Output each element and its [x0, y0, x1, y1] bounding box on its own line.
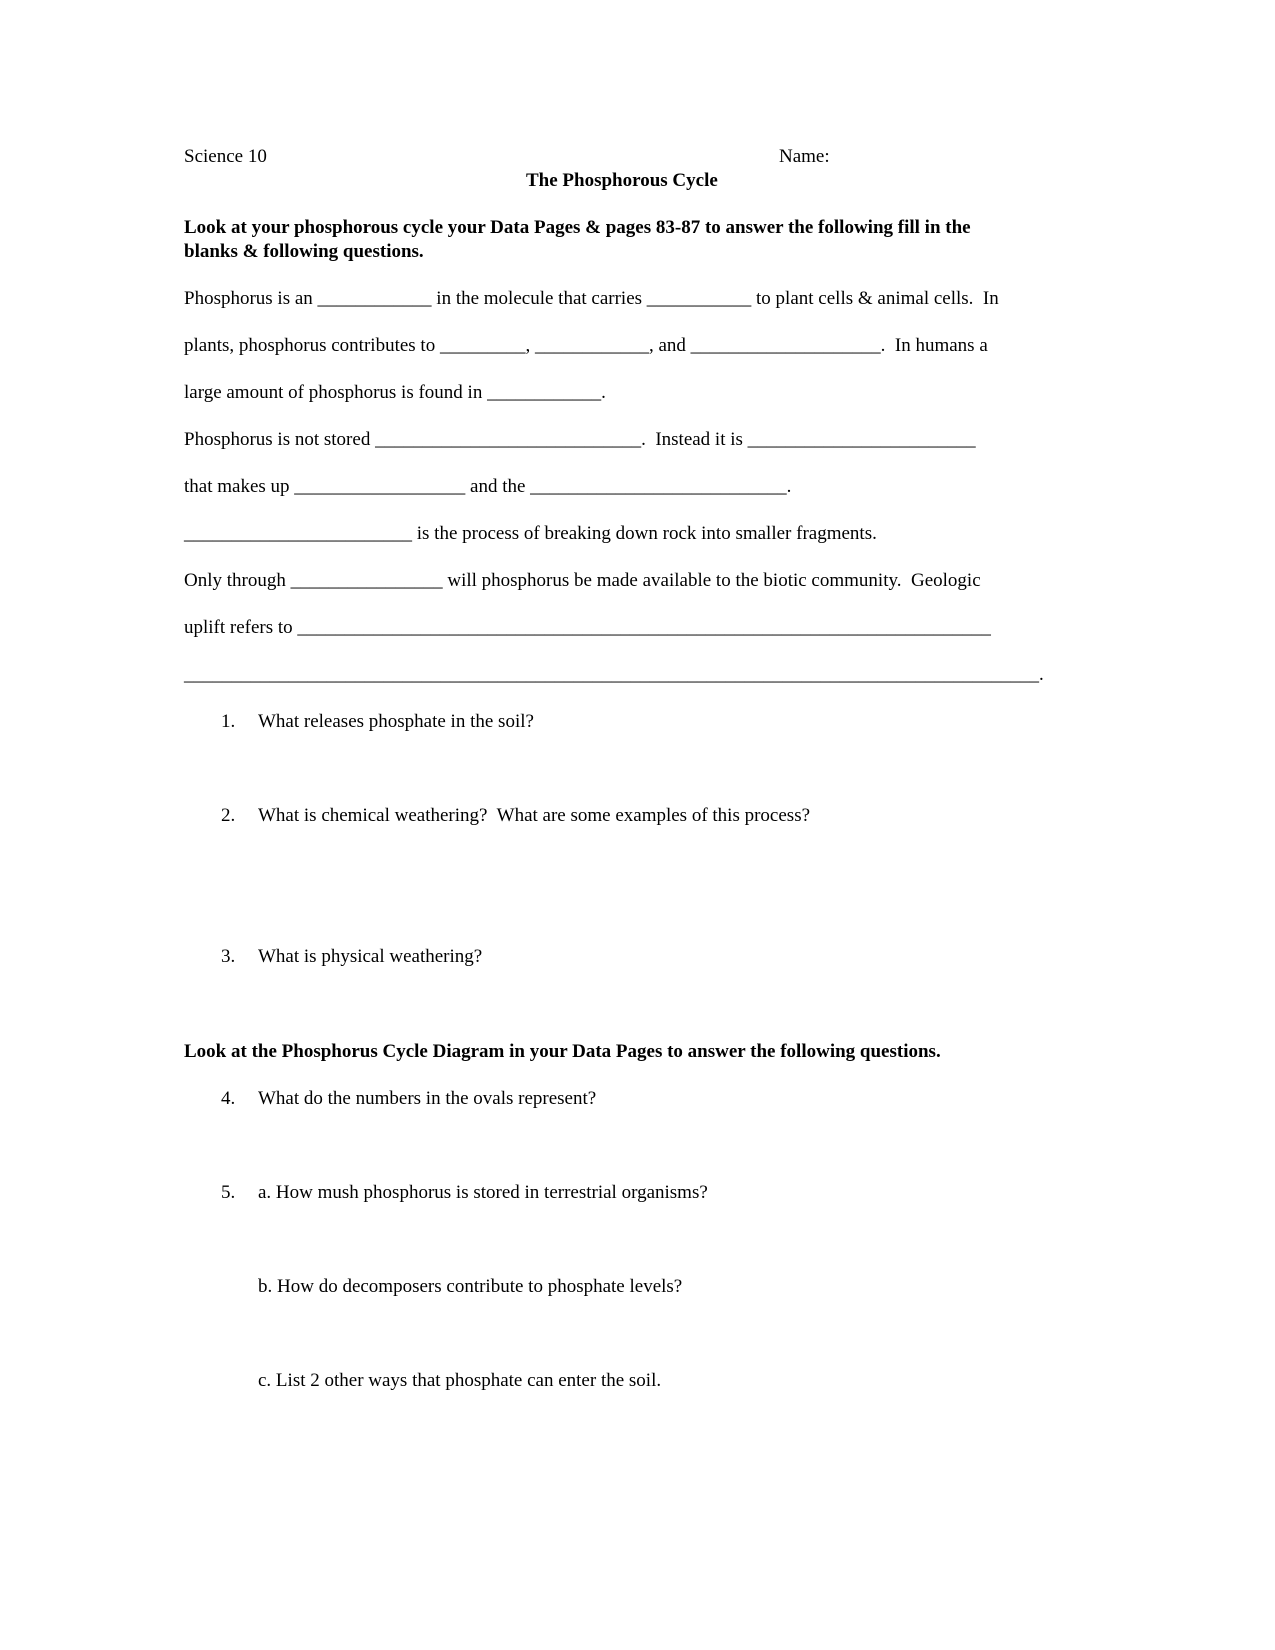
fill-in-line-4: Phosphorus is not stored ____________________________. Instead it is ________________________: [184, 429, 976, 450]
question-text: What is chemical weathering? What are some examples of this process?: [258, 805, 811, 826]
name-label: Name:: [779, 146, 830, 167]
fill-in-line-6: ________________________ is the process of breaking down rock into smaller fragments.: [184, 523, 877, 544]
fill-in-line-7: Only through ________________ will phosphorus be made available to the biotic community. Geologic: [184, 570, 981, 591]
fill-in-line-1: Phosphorus is an ____________ in the molecule that carries ___________ to plant cells & animal cells. In: [184, 288, 999, 309]
question-text: What do the numbers in the ovals represent?: [258, 1088, 597, 1109]
question-number: 5.: [221, 1182, 236, 1203]
fill-in-line-3: large amount of phosphorus is found in ____________.: [184, 382, 606, 403]
instructions-diagram: Look at the Phosphorus Cycle Diagram in your Data Pages to answer the following questions.: [184, 1041, 941, 1062]
question-number: 1.: [221, 711, 236, 732]
question-text: a. How mush phosphorus is stored in terrestrial organisms?: [258, 1182, 708, 1203]
fill-in-line-5: that makes up __________________ and the ___________________________.: [184, 476, 792, 497]
instructions-line-2: blanks & following questions.: [184, 241, 424, 262]
fill-in-line-9: __________________________________________________________________________________________.: [184, 664, 1044, 685]
subquestion-text: b. How do decomposers contribute to phosphate levels?: [258, 1276, 683, 1297]
subquestion-text: c. List 2 other ways that phosphate can enter the soil.: [258, 1370, 662, 1391]
fill-in-line-2: plants, phosphorus contributes to _________, ____________, and ____________________. In humans a: [184, 335, 988, 356]
course-label: Science 10: [184, 146, 267, 167]
instructions-line-1: Look at your phosphorous cycle your Data Pages & pages 83-87 to answer the following fill in the: [184, 217, 971, 238]
question-text: What is physical weathering?: [258, 946, 483, 967]
question-number: 4.: [221, 1088, 236, 1109]
worksheet-title: The Phosphorous Cycle: [526, 170, 718, 191]
question-number: 3.: [221, 946, 236, 967]
question-text: What releases phosphate in the soil?: [258, 711, 534, 732]
fill-in-line-8: uplift refers to _________________________________________________________________________: [184, 617, 991, 638]
question-number: 2.: [221, 805, 236, 826]
